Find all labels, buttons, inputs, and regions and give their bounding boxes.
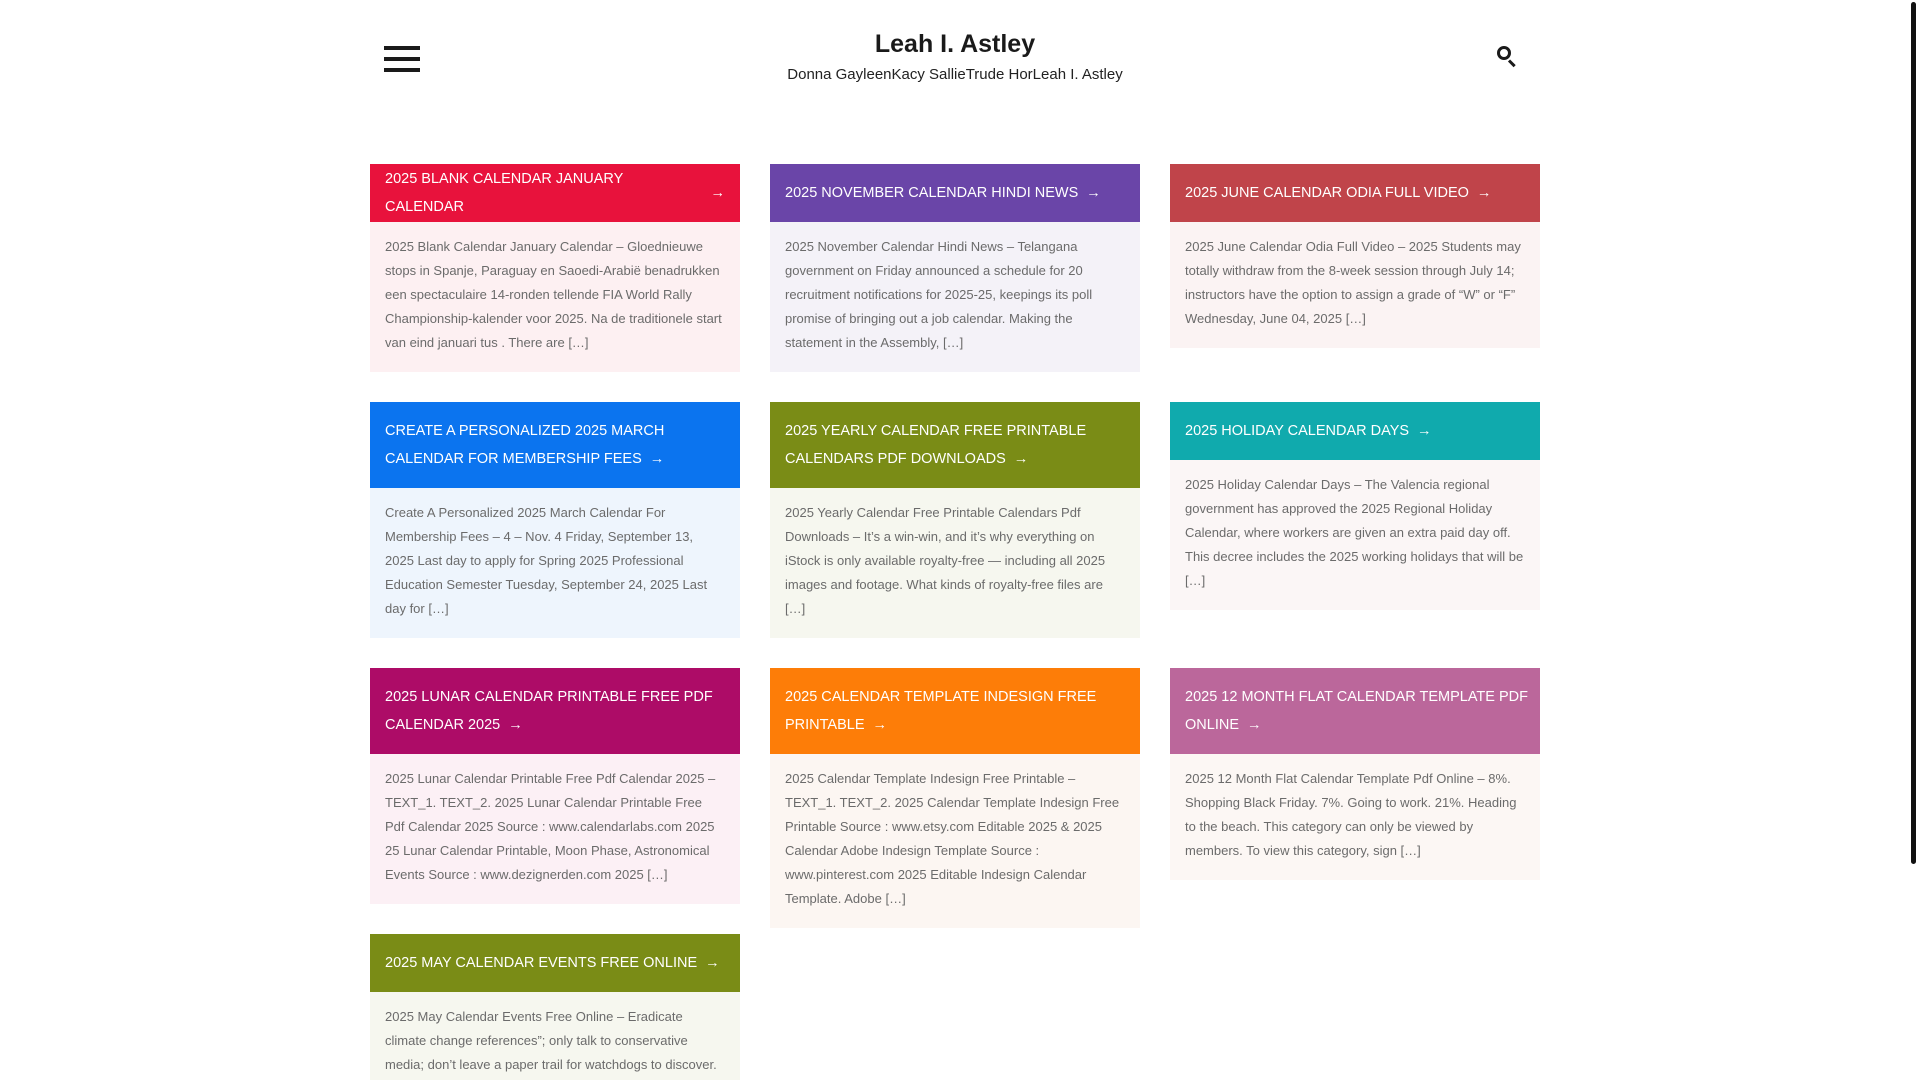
post-card (370, 164, 740, 372)
search-icon[interactable] (1496, 45, 1518, 67)
post-title-link[interactable] (370, 668, 740, 754)
post-card (370, 934, 740, 1080)
post-card (370, 402, 740, 638)
post-title-link[interactable] (770, 164, 1140, 222)
post-excerpt: 2025 Yearly Calendar Free Printable Calendars Pdf Downloads – It’s a win-win, and it’s why everything on iStock is only available royalty-free — including all 2025 images and footage. What kinds of royalty-free files are […] (770, 488, 1140, 638)
post-title-link[interactable] (770, 402, 1140, 488)
post-card (370, 668, 740, 904)
arrow-icon: → (872, 717, 888, 733)
post-title[interactable]: CREATE A PERSONALIZED 2025 MARCH CALENDAR FOR MEMBERSHIP FEES → (385, 423, 665, 467)
post-excerpt: 2025 November Calendar Hindi News – Telangana government on Friday announced a schedule for 20 recruitment notifications for 2025-25, keepings its poll promise of bringing out a job calendar. Making the statement in the Assembly, […] (770, 222, 1140, 372)
arrow-icon: → (1417, 423, 1432, 439)
arrow-icon: → (710, 185, 725, 201)
post-card (770, 668, 1140, 928)
site-title[interactable]: Leah I. Astley (874, 30, 1036, 58)
site-header (0, 0, 1920, 120)
post-title[interactable]: 2025 BLANK CALENDAR JANUARY CALENDAR (385, 171, 624, 215)
post-excerpt: 2025 12 Month Flat Calendar Template Pdf Online – 8%. Shopping Black Friday. 7%. Going to work. 21%. Heading to the beach. This category can only be viewed by members. To view this category, sign […] (1170, 754, 1540, 880)
post-title[interactable]: 2025 JUNE CALENDAR ODIA FULL VIDEO (1185, 185, 1469, 201)
post-excerpt: 2025 Calendar Template Indesign Free Printable – TEXT_1. TEXT_2. 2025 Calendar Template Indesign Free Printable Source : www.etsy.com Editable 2025 & 2025 Calendar Adobe Indesign Template Source : www.pinterest.com 2025 Editable Indesign Calendar Template. Adobe […] (770, 754, 1140, 928)
post-excerpt: 2025 Holiday Calendar Days – The Valencia regional government has approved the 2025 Regional Holiday Calendar, where workers are given an extra paid day off. This decree includes the 2025 working holidays that will be […] (1170, 460, 1540, 610)
post-title-link[interactable] (370, 934, 740, 992)
post-card (1170, 402, 1540, 610)
post-title-link[interactable] (1170, 164, 1540, 222)
post-title-link[interactable] (1170, 402, 1540, 460)
arrow-icon: → (1247, 717, 1262, 733)
post-card (1170, 668, 1540, 880)
arrow-icon: → (508, 717, 523, 733)
post-title[interactable]: 2025 HOLIDAY CALENDAR DAYS (1185, 423, 1410, 439)
arrow-icon: → (1476, 185, 1492, 201)
arrow-icon: → (705, 955, 720, 971)
post-title-link[interactable] (370, 164, 740, 222)
arrow-icon: → (1086, 185, 1101, 201)
post-excerpt: 2025 May Calendar Events Free Online – Eradicate climate change references”; only talk to conservative media; don’t leave a paper trail for watchdogs to discover. (370, 992, 740, 1080)
post-title[interactable]: 2025 LUNAR CALENDAR PRINTABLE FREE PDF CALENDAR 2025 → (385, 689, 713, 733)
scrollbar-thumb[interactable] (1911, 2, 1916, 864)
post-excerpt: Create A Personalized 2025 March Calendar For Membership Fees – 4 – Nov. 4 Friday, September 13, 2025 Last day to apply for Spring 2025 Professional Education Semester Tuesday, September 24, 2025 Last day for […] (370, 488, 740, 638)
post-title-link[interactable] (1170, 668, 1540, 754)
post-card (1170, 164, 1540, 348)
site-description: Donna GayleenKacy SallieTrude HorLeah I. Astley (787, 66, 1123, 83)
post-excerpt: 2025 Lunar Calendar Printable Free Pdf Calendar 2025 – TEXT_1. TEXT_2. 2025 Lunar Calendar Printable Free Pdf Calendar 2025 Source : www.calendarlabs.com 2025 25 Lunar Calendar Printable, Moon Phase, Astronomical Events Source : www.dezignerden.com 2025 […] (370, 754, 740, 904)
page-scrollbar[interactable] (1908, 0, 1920, 1080)
arrow-icon: → (1013, 451, 1029, 467)
post-title[interactable]: 2025 MAY CALENDAR EVENTS FREE ONLINE (385, 955, 698, 971)
post-card (770, 402, 1140, 638)
arrow-icon: → (649, 451, 665, 467)
post-title-link[interactable] (770, 668, 1140, 754)
post-title-link[interactable] (370, 402, 740, 488)
post-card (770, 164, 1140, 372)
post-title[interactable]: 2025 YEARLY CALENDAR FREE PRINTABLE CALENDARS PDF DOWNLOADS → (785, 423, 1087, 467)
post-title[interactable]: 2025 CALENDAR TEMPLATE INDESIGN FREE PRINTABLE → (785, 689, 1097, 733)
post-excerpt: 2025 Blank Calendar January Calendar – Gloednieuwe stops in Spanje, Paraguay en Saoedi-Arabië benadrukken een spectaculaire 14-ronden tellende FIA World Rally Championship-kalender voor 2025. Na de traditionele start van eind januari tus . There are […] (370, 222, 740, 372)
post-title[interactable]: 2025 NOVEMBER CALENDAR HINDI NEWS (785, 185, 1079, 201)
post-title[interactable]: 2025 12 MONTH FLAT CALENDAR TEMPLATE PDF ONLINE → (1185, 689, 1528, 733)
post-excerpt: 2025 June Calendar Odia Full Video – 2025 Students may totally withdraw from the 8-week session through July 14; instructors have the option to assign a grade of “W” or “F” Wednesday, June 04, 2025 […] (1170, 222, 1540, 348)
